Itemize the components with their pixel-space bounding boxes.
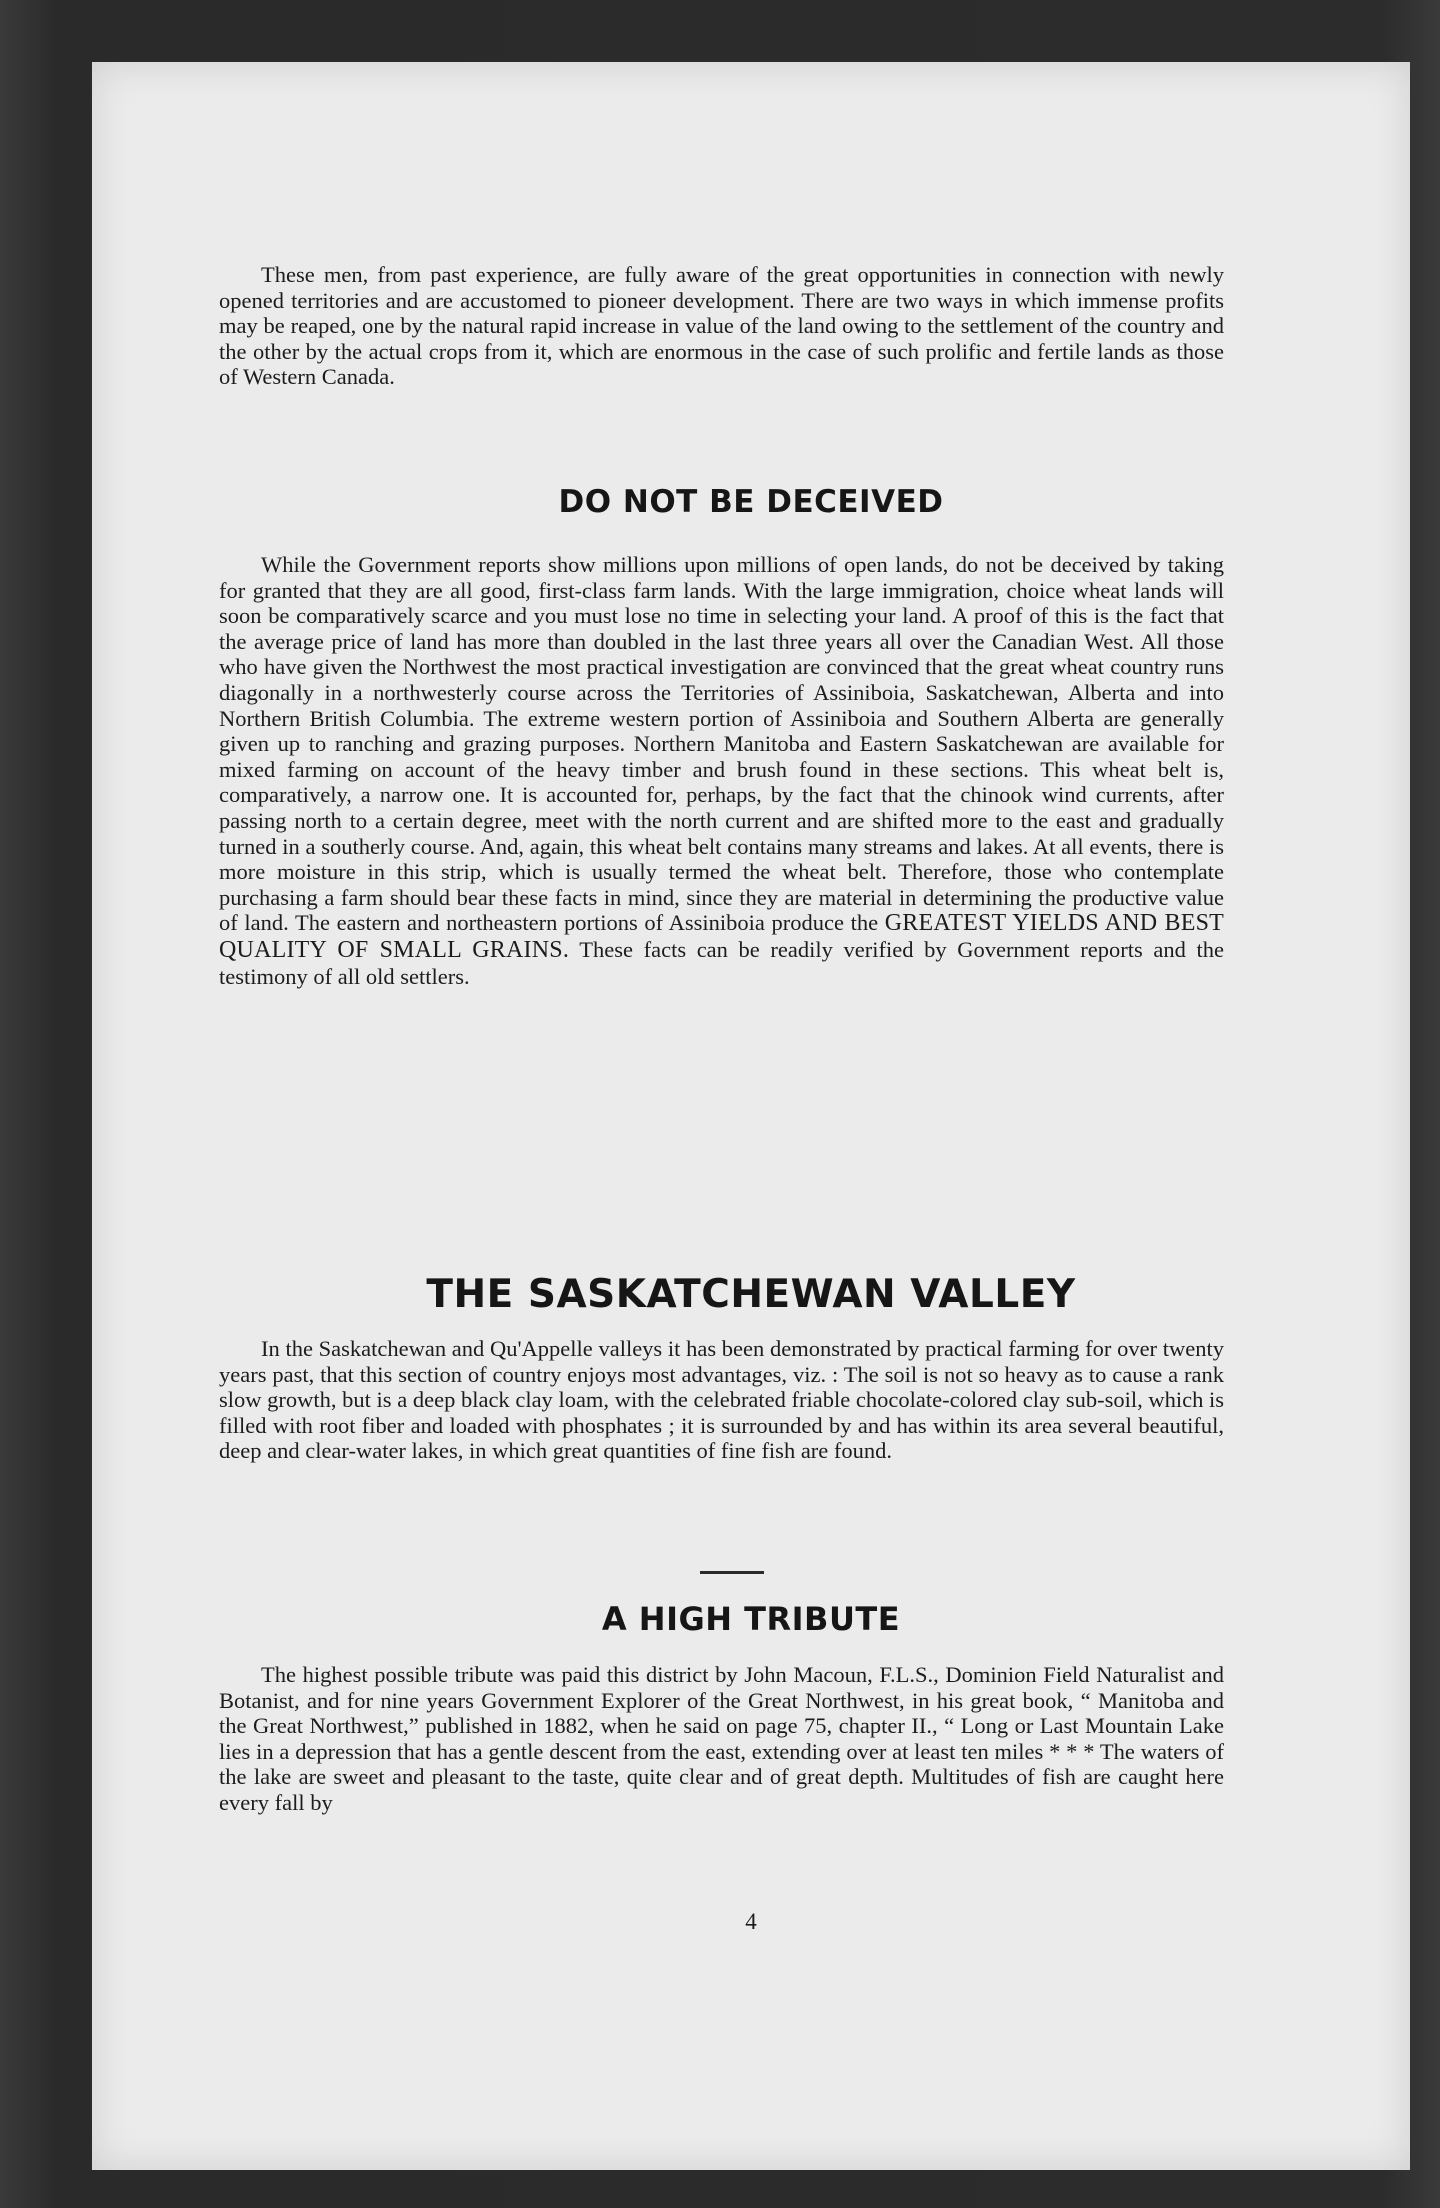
section-divider	[700, 1571, 764, 1574]
tribute-paragraph: The highest possible tribute was paid this district by John Macoun, F.L.S., Dominion Field Naturalist and Botanist, and for nine years Government Explorer of the Great Northwest, in his great book, “ Manitoba and the Great Northwest,” published in 1882, when he said on page 75, chapter II., “ Long or Last Mountain Lake lies in a depression that has a gentle descent from the east, extending over at least ten miles * * * The waters of the lake are sweet and pleasant to the taste, quite clear and of great depth. Multitudes of fish are caught here every fall by	[219, 1662, 1224, 1815]
valley-paragraph: In the Saskatchewan and Qu'Appelle valleys it has been demonstrated by practical farming for over twenty years past, that this section of country enjoys most advantages, viz. : The soil is not so heavy as to cause a rank slow growth, but is a deep black clay loam, with the celebrated friable chocolate-colored clay sub-soil, which is filled with root fiber and loaded with phosphates ; it is surrounded by and has within its area several beautiful, deep and clear-water lakes, in which great quantities of fine fish are found.	[219, 1336, 1224, 1464]
deceived-paragraph	[219, 552, 1224, 989]
deceived-emphasis: GREATEST YIELDS AND BEST QUALITY OF SMALL GRAINS.	[219, 910, 1224, 963]
page-number: 4	[745, 1909, 757, 1934]
heading-saskatchewan-valley: THE SASKATCHEWAN VALLEY	[426, 1272, 1076, 1317]
heading-do-not-be-deceived: DO NOT BE DECEIVED	[558, 484, 944, 520]
heading-a-high-tribute: A HIGH TRIBUTE	[601, 1600, 901, 1638]
deceived-paragraph-end: These facts can be readily verified by Government reports and the testimony of all old settlers.	[219, 936, 1224, 989]
deceived-paragraph-text: While the Government reports show millions upon millions of open lands, do not be deceived by taking for granted that they are all good, first-class farm lands. With the large immigration, choice wheat lands will soon be comparatively scarce and you must lose no time in selecting your land. A proof of this is the fact that the average price of land has more than doubled in the last three years all over the Canadian West. All those who have given the Northwest the most practical investigation are convinced that the great wheat country runs diagonally in a northwesterly course across the Territories of Assiniboia, Saskatchewan, Alberta and into Northern British Columbia. The extreme western portion of Assiniboia and Southern Alberta are generally given up to ranching and grazing purposes. Northern Manitoba and Eastern Saskatchewan are available for mixed farming on account of the heavy timber and brush found in these sections. This wheat belt is, comparatively, a narrow one. It is accounted for, perhaps, by the fact that the chinook wind currents, after passing north to a certain degree, meet with the north current and are shifted more to the east and gradually turned in a southerly course. And, again, this wheat belt contains many streams and lakes. At all events, there is more moisture in this strip, which is usually termed the wheat belt. Therefore, those who contemplate purchasing a farm should bear these facts in mind, since they are material in determining the productive value of land. The eastern and northeastern portions of Assiniboia produce the	[219, 552, 1224, 936]
intro-paragraph: These men, from past experience, are fully aware of the great opportunities in connection with newly opened territories and are accustomed to pioneer development. There are two ways in which immense profits may be reaped, one by the natural rapid increase in value of the land owing to the settlement of the country and the other by the actual crops from it, which are enormous in the case of such prolific and fertile lands as those of Western Canada.	[219, 262, 1224, 390]
